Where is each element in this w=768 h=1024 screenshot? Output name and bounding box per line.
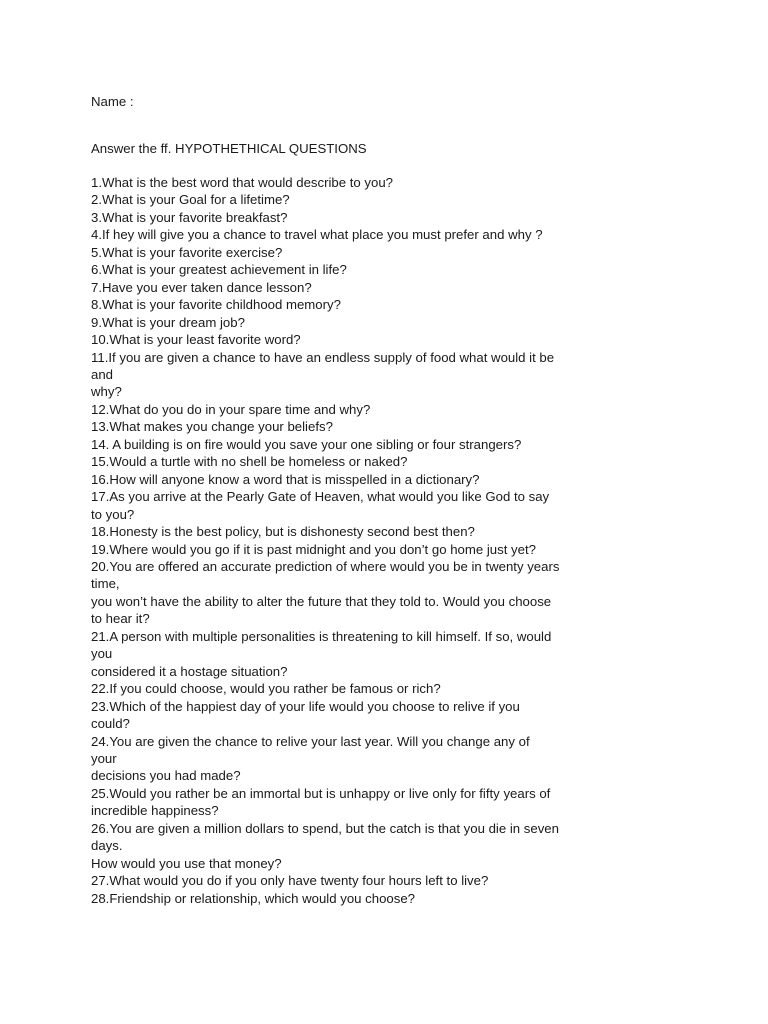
question-line: 1.What is the best word that would describe to you?	[91, 175, 394, 190]
question-line: 21.A person with multiple personalities is threatening to kill himself. If so, would	[91, 628, 552, 644]
question-line: considered it a hostage situation?	[91, 663, 288, 679]
instructions-heading: Answer the ff. HYPOTHETHICAL QUESTIONS	[91, 141, 367, 156]
question-item	[91, 523, 691, 540]
question-item	[91, 296, 691, 313]
questions-list	[91, 174, 691, 907]
question-item	[91, 174, 691, 191]
question-line: How would you use that money?	[91, 855, 282, 871]
question-item	[91, 733, 691, 785]
name-label: Name :	[91, 94, 134, 109]
question-line: days.	[91, 838, 123, 854]
question-item	[91, 541, 691, 558]
question-line: 11.If you are given a chance to have an endless supply of food what would it be	[91, 349, 555, 365]
question-line: 15.Would a turtle with no shell be homeless or naked?	[91, 454, 408, 470]
question-item	[91, 453, 691, 470]
question-item	[91, 785, 691, 820]
question-line: 10.What is your least favorite word?	[91, 332, 301, 348]
question-line: 17.As you arrive at the Pearly Gate of Heaven, what would you like God to say	[91, 489, 550, 505]
question-line: decisions you had made?	[91, 768, 241, 784]
question-line: 3.What is your favorite breakfast?	[91, 209, 288, 225]
question-line: to you?	[91, 506, 135, 522]
question-item	[91, 279, 691, 296]
question-item	[91, 628, 691, 680]
question-line: 22.If you could choose, would you rather be famous or rich?	[91, 681, 441, 697]
question-line: 16.How will anyone know a word that is misspelled in a dictionary?	[91, 471, 480, 487]
question-line: 23.Which of the happiest day of your life would you choose to relive if you	[91, 698, 520, 714]
question-line: 20.You are offered an accurate prediction of where would you be in twenty years	[91, 558, 560, 574]
question-item	[91, 349, 691, 401]
question-line: 12.What do you do in your spare time and why?	[91, 401, 371, 417]
question-item	[91, 261, 691, 278]
question-line: 8.What is your favorite childhood memory?	[91, 297, 341, 313]
question-line: 27.What would you do if you only have twenty four hours left to live?	[91, 873, 489, 889]
question-line: 28.Friendship or relationship, which would you choose?	[91, 890, 416, 906]
question-line: 19.Where would you go if it is past midnight and you don’t go home just yet?	[91, 541, 536, 557]
question-line: could?	[91, 716, 130, 732]
question-item	[91, 226, 691, 243]
question-line: 4.If hey will give you a chance to travel what place you must prefer and why ?	[91, 227, 543, 243]
question-line: 13.What makes you change your beliefs?	[91, 419, 333, 435]
question-line: incredible happiness?	[91, 803, 219, 819]
question-line: 7.Have you ever taken dance lesson?	[91, 279, 312, 295]
question-item	[91, 558, 691, 628]
question-line: to hear it?	[91, 611, 150, 627]
question-item	[91, 418, 691, 435]
question-item	[91, 680, 691, 697]
question-line: 26.You are given a million dollars to spend, but the catch is that you die in seven	[91, 820, 559, 836]
question-line: your	[91, 750, 117, 766]
question-line: time,	[91, 576, 120, 592]
question-item	[91, 244, 691, 261]
question-item	[91, 191, 691, 208]
question-line: why?	[91, 384, 122, 400]
question-item	[91, 471, 691, 488]
question-line: 2.What is your Goal for a lifetime?	[91, 192, 290, 208]
question-line: 6.What is your greatest achievement in life?	[91, 262, 347, 278]
question-item	[91, 209, 691, 226]
question-line: 24.You are given the chance to relive your last year. Will you change any of	[91, 733, 530, 749]
question-line: 9.What is your dream job?	[91, 314, 245, 330]
question-item	[91, 401, 691, 418]
question-item	[91, 698, 691, 733]
question-line: 14. A building is on fire would you save your one sibling or four strangers?	[91, 436, 522, 452]
question-item	[91, 314, 691, 331]
question-line: you	[91, 646, 113, 662]
question-line: you won’t have the ability to alter the future that they told to. Would you choose	[91, 593, 552, 609]
question-item	[91, 820, 691, 872]
question-line: 5.What is your favorite exercise?	[91, 244, 283, 260]
question-item	[91, 488, 691, 523]
question-line: and	[91, 366, 114, 382]
question-item	[91, 331, 691, 348]
question-line: 18.Honesty is the best policy, but is dishonesty second best then?	[91, 524, 475, 540]
question-line: 25.Would you rather be an immortal but is unhappy or live only for fifty years of	[91, 785, 551, 801]
question-item	[91, 890, 691, 907]
question-item	[91, 872, 691, 889]
question-item	[91, 436, 691, 453]
